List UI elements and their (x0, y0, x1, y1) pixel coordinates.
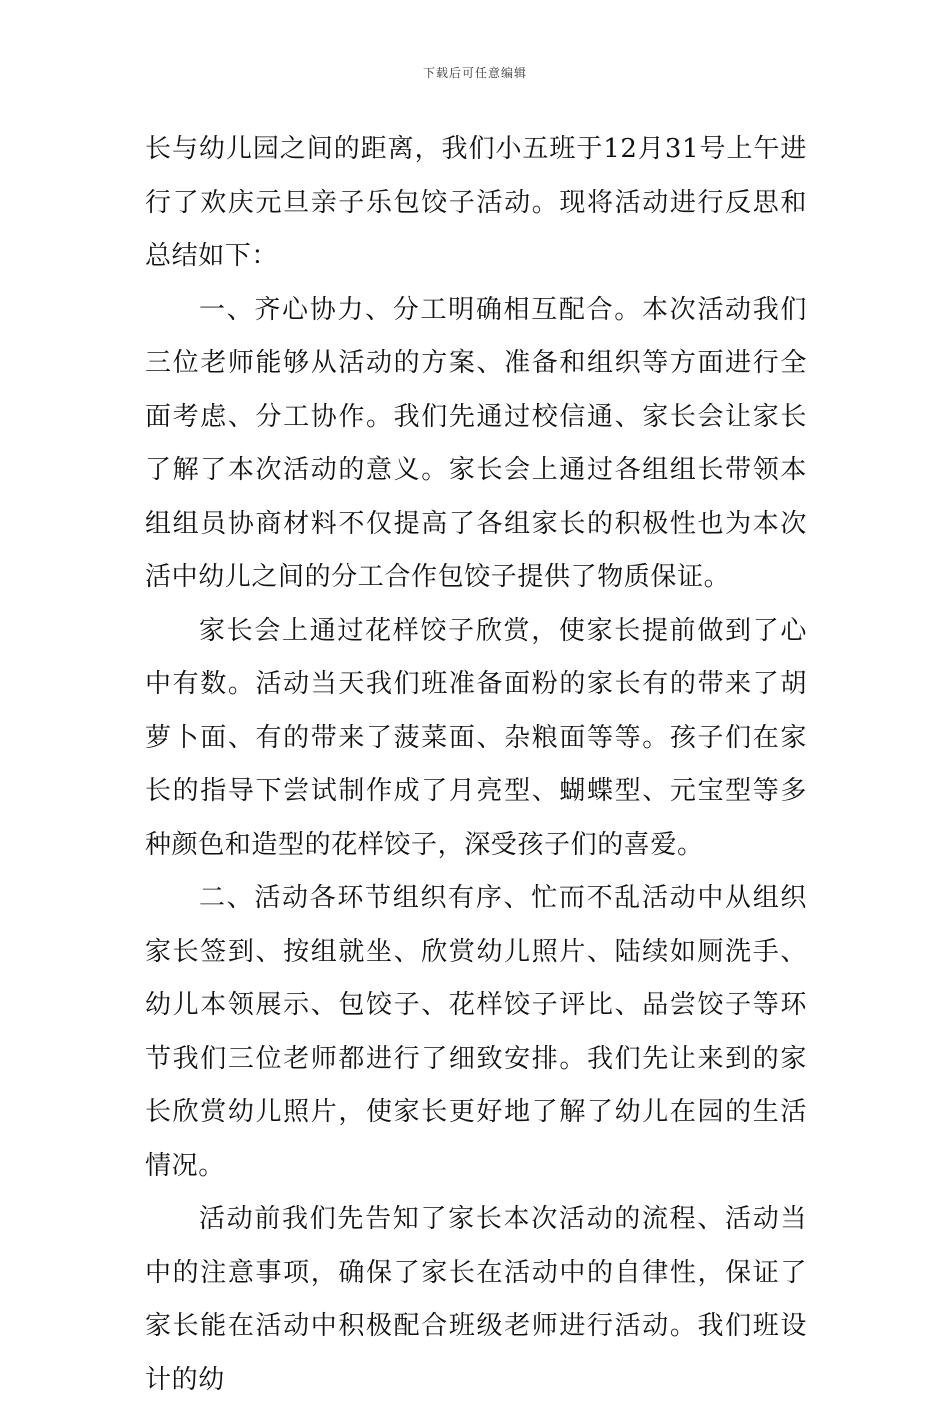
document-body (145, 123, 807, 1407)
paragraph-dumpling-showcase: 家长会上通过花样饺子欣赏，使家长提前做到了心中有数。活动当天我们班准备面粉的家长有的带来了胡萝卜面、有的带来了菠菜面、杂粮面等等。孩子们在家长的指导下尝试制作成了月亮型、蝴蝶型、元宝型等多种颜色和造型的花样饺子，深受孩子们的喜爱。 (145, 615, 807, 860)
paragraph-section-one: 一、齐心协力、分工明确相互配合。本次活动我们三位老师能够从活动的方案、准备和组织等方面进行全面考虑、分工协作。我们先通过校信通、家长会让家长了解了本次活动的意义。家长会上通过各组组长带领本组组员协商材料不仅提高了各组家长的积极性也为本次活中幼儿之间的分工合作包饺子提供了物质保证。 (145, 294, 807, 592)
paragraph-activity-flow: 活动前我们先告知了家长本次活动的流程、活动当中的注意事项，确保了家长在活动中的自律性，保证了家长能在活动中积极配合班级老师进行活动。我们班设计的幼 (145, 1204, 807, 1395)
page-header-note: 下载后可任意编辑 (422, 66, 527, 80)
paragraph-continuation: 长与幼儿园之间的距离，我们小五班于12月31号上午进行了欢庆元旦亲子乐包饺子活动。现将活动进行反思和总结如下： (145, 134, 807, 271)
paragraph-section-two: 二、活动各环节组织有序、忙而不乱活动中从组织家长签到、按组就坐、欣赏幼儿照片、陆续如厕洗手、幼儿本领展示、包饺子、花样饺子评比、品尝饺子等环节我们三位老师都进行了细致安排。我们先让来到的家长欣赏幼儿照片，使家长更好地了解了幼儿在园的生活情况。 (145, 883, 807, 1181)
